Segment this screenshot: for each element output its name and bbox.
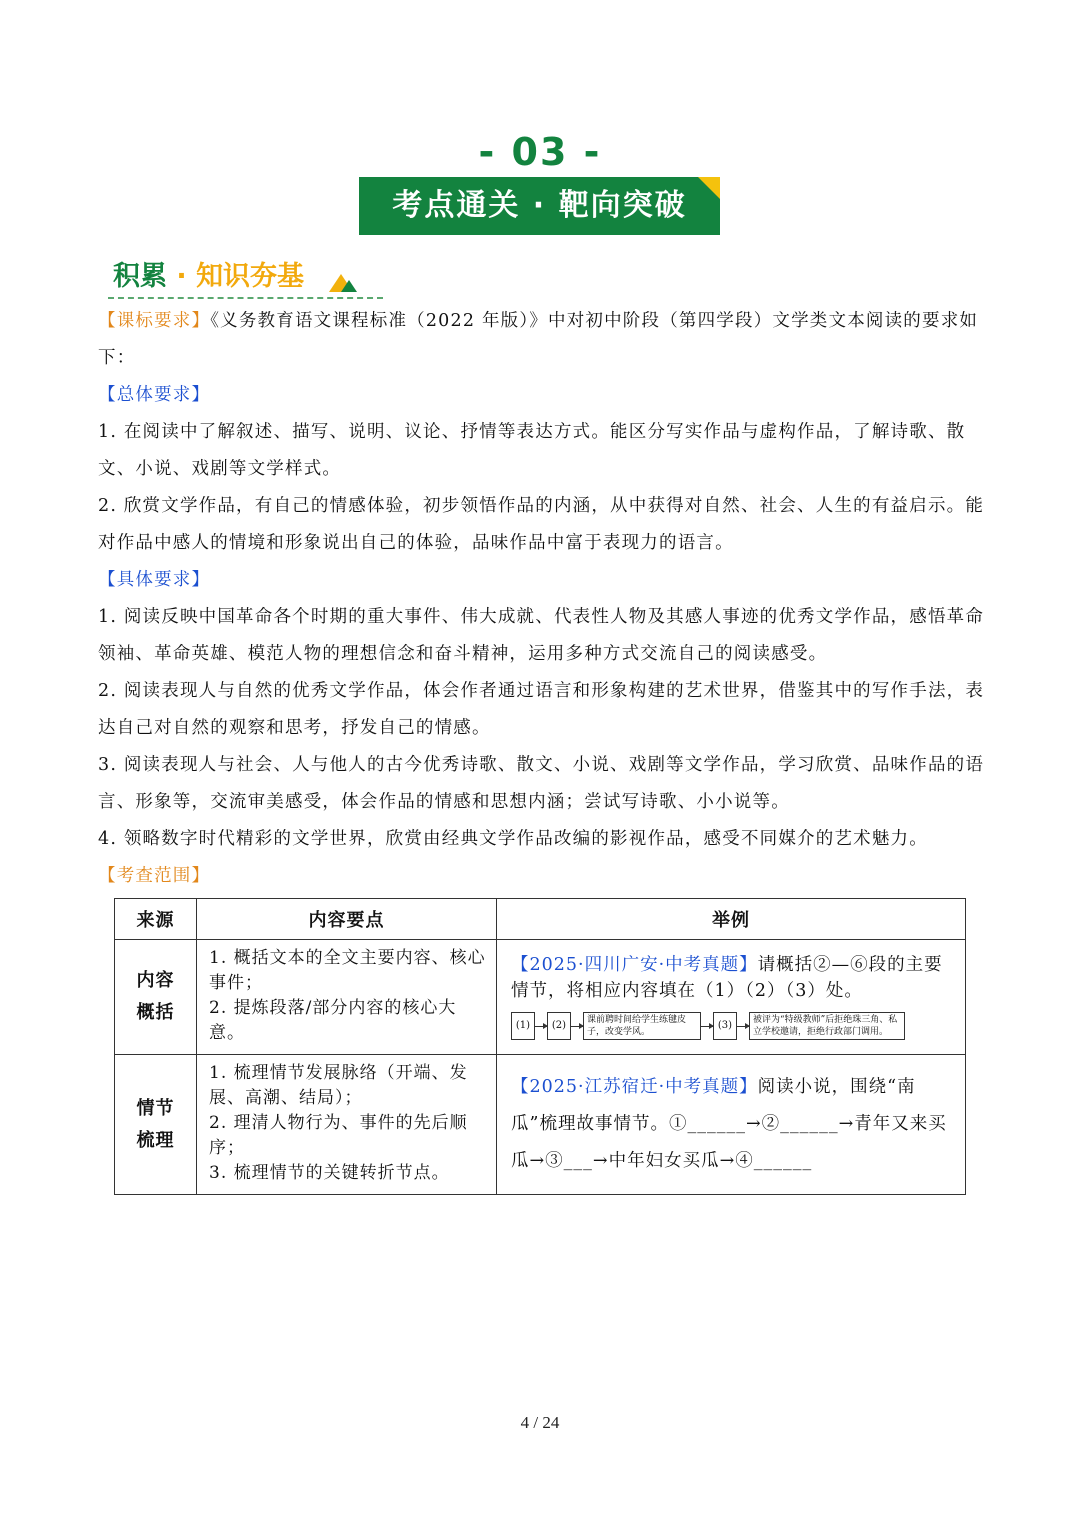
example-text: 请概括②—⑥段的主要情节，将相应内容填在（1）（2）（3）处。	[511, 955, 943, 1001]
kebiao-text: 《义务教育语文课程标准（2022 年版）》中对初中阶段（第四学段）文学类文本阅读的要求如下：	[98, 311, 979, 368]
flow-box: (2)	[547, 1012, 571, 1040]
point-item: 1. 梳理情节发展脉络（开端、发展、高潮、结局）；	[209, 1063, 468, 1108]
juti-tag: 【具体要求】	[98, 570, 211, 590]
flow-box: 课前聘时间给学生练毽皮子，改变学风。	[583, 1012, 701, 1040]
point-item: 2. 提炼段落/部分内容的核心大意。	[209, 998, 457, 1043]
juti-item: 2. 阅读表现人与自然的优秀文学作品，体会作者通过语言和形象构建的艺术世界，借鉴其中的写作手法，表达自己对自然的观察和思考，抒发自己的情感。	[98, 681, 985, 738]
page-number: 4 / 24	[520, 1413, 560, 1432]
table-source-cell	[115, 940, 197, 1055]
point-item: 3. 梳理情节的关键转折节点。	[209, 1163, 450, 1183]
zongti-tag: 【总体要求】	[98, 385, 211, 405]
scope-table	[114, 898, 966, 1195]
table-header: 来源	[115, 899, 197, 940]
section-banner	[359, 177, 720, 235]
table-points-cell	[197, 940, 497, 1055]
subheading-underline	[108, 297, 383, 299]
source-line: 内容	[136, 970, 175, 991]
banner-title: 考点通关 · 靶向突破	[392, 188, 687, 223]
example-tag: 【2025·江苏宿迁·中考真题】	[511, 1077, 758, 1097]
source-line: 情节	[136, 1097, 175, 1119]
table-row	[115, 1055, 966, 1195]
subheading-part1: 积累	[113, 261, 167, 292]
table-points-cell	[197, 1055, 497, 1195]
juti-item: 4. 领略数字时代精彩的文学世界，欣赏由经典文学作品改编的影视作品，感受不同媒介的艺术魅力。	[98, 829, 928, 849]
flow-arrow-icon	[737, 1026, 749, 1027]
table-example-cell	[497, 940, 966, 1055]
subheading	[113, 254, 304, 294]
zongti-item: 2. 欣赏文学作品，有自己的情感体验，初步领悟作品的内涵，从中获得对自然、社会、人生的有益启示。能对作品中感人的情境和形象说出自己的体验，品味作品中富于表现力的语言。	[98, 496, 985, 553]
section-number: - 03 -	[478, 130, 602, 174]
zongti-item: 1. 在阅读中了解叙述、描写、说明、议论、抒情等表达方式。能区分写实作品与虚构作品，了解诗歌、散文、小说、戏剧等文学样式。	[98, 422, 966, 479]
banner-corner-decoration	[698, 177, 720, 199]
subheading-dot: ·	[167, 261, 197, 292]
main-content	[98, 303, 986, 895]
mountain-small-icon	[341, 280, 357, 292]
flow-box: (3)	[713, 1012, 737, 1040]
point-item: 1. 概括文本的全文主要内容、核心事件；	[209, 948, 486, 993]
kebiao-tag: 【课标要求】	[98, 311, 211, 331]
point-item: 2. 理清人物行为、事件的先后顺序；	[209, 1113, 468, 1158]
fanwei-tag: 【考查范围】	[98, 866, 211, 886]
flow-arrow-icon	[535, 1026, 547, 1027]
table-example-cell	[497, 1055, 966, 1195]
table-header-row	[115, 899, 966, 940]
flow-box: (1)	[511, 1012, 535, 1040]
example-tag: 【2025·四川广安·中考真题】	[511, 955, 758, 975]
flow-box: 被评为“特级教师”后拒绝珠三角、私立学校邀请，拒绝行政部门调用。	[749, 1012, 905, 1040]
subheading-part2: 知识夯基	[196, 261, 305, 292]
flow-arrow-icon	[701, 1026, 713, 1027]
kebiao-paragraph	[98, 303, 986, 377]
table-source-cell	[115, 1055, 197, 1195]
plot-flow-diagram	[511, 1010, 955, 1042]
example-text: 阅读小说，围绕“南瓜”梳理故事情节。①______→②______→青年又来买瓜→③___→中年妇女买瓜→④______	[511, 1077, 947, 1171]
table-header: 举例	[497, 899, 966, 940]
juti-item: 3. 阅读表现人与社会、人与他人的古今优秀诗歌、散文、小说、戏剧等文学作品，学习欣赏、品味作品的语言、形象等，交流审美感受，体会作品的情感和思想内涵；尝试写诗歌、小小说等。	[98, 755, 985, 812]
table-header: 内容要点	[197, 899, 497, 940]
juti-item: 1. 阅读反映中国革命各个时期的重大事件、伟大成就、代表性人物及其感人事迹的优秀文学作品，感悟革命领袖、革命英雄、模范人物的理想信念和奋斗精神，运用多种方式交流自己的阅读感受。	[98, 607, 985, 664]
flow-arrow-icon	[571, 1026, 583, 1027]
table-row	[115, 940, 966, 1055]
source-line: 概括	[136, 1002, 175, 1023]
source-line: 梳理	[136, 1129, 175, 1151]
